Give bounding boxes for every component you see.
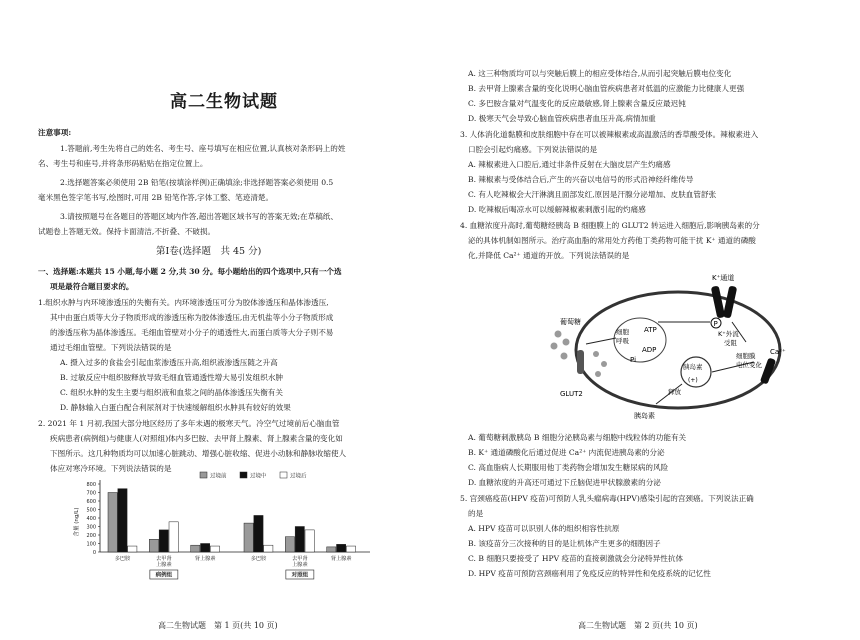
legend-label: 过境前 (210, 473, 227, 480)
option-b: B. 辣椒素与受体结合后,产生的兴奋以电信号的形式沿神经纤维传导 (468, 175, 694, 184)
exam-title: 高二生物试题 (170, 92, 278, 112)
y-tick-label: 800 (86, 482, 96, 488)
bar (159, 530, 168, 552)
respiration-label: 细胞 (616, 328, 629, 336)
page-footer: 高二生物试题 第 2 页(共 10 页) (578, 621, 698, 630)
option-d: D. 血糖浓度的升高还可通过下丘脑促进甲状腺激素的分泌 (468, 478, 661, 487)
option-d: D. 静脉输入白蛋白配合利尿剂对于快速缓解组织水肿具有较好的效果 (60, 403, 291, 412)
option-c: C. 有人吃辣椒会大汗淋漓且面部发红,原因是汗腺分泌增加、皮肤血管舒张 (468, 190, 717, 199)
category-label: 上腺素 (156, 562, 172, 568)
adp-label: ADP (642, 346, 657, 354)
instruction-line: 项是最符合题目要求的。 (50, 282, 134, 291)
glucose-label: 葡萄糖 (560, 318, 581, 326)
bar (264, 545, 273, 552)
option-a: A. 摄入过多的食盐会引起血浆渗透压升高,组织液渗透压随之升高 (60, 358, 278, 367)
release-label: 释放 (668, 388, 681, 396)
question-4-line: 化,并降低 Ca²⁺ 通道的开放。下列说法错误的是 (468, 251, 630, 260)
category-label: 肾上腺素 (194, 556, 216, 562)
y-tick-label: 0 (92, 550, 96, 556)
bar (128, 546, 137, 552)
bar (118, 489, 127, 552)
membrane-potential-label: 细胞膜 (736, 352, 756, 360)
legend-swatch (280, 472, 287, 478)
bar (327, 547, 336, 552)
option-a: A. 辣椒素进入口腔后,通过非条件反射在大脑皮层产生灼痛感 (468, 160, 671, 169)
instruction-line: 一、选择题:本题共 15 小题,每小题 2 分,共 30 分。每小题给出的四个选项中,只有一个选 (38, 267, 342, 276)
page-footer: 高二生物试题 第 1 页(共 10 页) (158, 621, 278, 630)
bar (201, 544, 210, 553)
plus-label: (+) (688, 377, 698, 384)
bar (108, 493, 117, 553)
y-tick-label: 600 (86, 499, 96, 505)
option-a: A. 葡萄糖刺激胰岛 B 细胞分泌胰岛素与细胞中线粒体的功能有关 (468, 433, 687, 442)
pi-label: Pi (630, 356, 637, 364)
question-1-line: 的渗透压称为晶体渗透压。毛细血管壁对小分子的通透性大,而蛋白质等大分子则不易 (50, 328, 334, 337)
atp-label: ATP (644, 326, 657, 334)
bar (244, 523, 253, 552)
category-label: 去甲肾 (292, 556, 308, 562)
category-label: 多巴胺 (250, 556, 267, 562)
question-5-line: 的是 (468, 509, 484, 518)
notice-line: 名、考生号和座号,并将条形码粘贴在指定位置上。 (38, 159, 208, 168)
option-c: C. B 细胞只要接受了 HPV 疫苗的直接刺激就会分泌特异性抗体 (468, 554, 684, 563)
y-tick-label: 500 (86, 507, 96, 514)
ca-label: Ca²⁺ (770, 348, 786, 356)
legend-swatch (200, 472, 207, 478)
option-d: D. HPV 疫苗可预防宫颈癌利用了免疫反应的特异性和免疫系统的记忆性 (468, 569, 711, 578)
y-tick-label: 700 (86, 490, 96, 497)
y-tick-label: 400 (86, 516, 96, 522)
notice-heading: 注意事项: (38, 128, 72, 137)
left-page (0, 0, 410, 640)
svg-text:受阻: 受阻 (724, 339, 737, 347)
bar (346, 546, 355, 552)
bar (191, 545, 200, 552)
glut2-label: GLUT2 (560, 390, 583, 398)
right-page (450, 0, 860, 640)
option-b: B. 该疫苗分三次接种的目的是让机体产生更多的细胞因子 (468, 539, 661, 548)
category-label: 肾上腺素 (330, 556, 352, 562)
bar (254, 515, 263, 552)
option-b: B. 过敏反应中组织胺释放导致毛细血管通透性增大易引发组织水肿 (60, 373, 284, 382)
glut2-transporter-icon (577, 350, 584, 374)
legend-label: 过境后 (290, 473, 307, 480)
hormone-bar-chart (70, 470, 390, 585)
bar (149, 539, 158, 552)
question-4-line: 4. 血糖浓度升高时,葡萄糖经胰岛 B 细胞膜上的 GLUT2 转运进入细胞后,影响胰岛素的分 (460, 221, 760, 230)
insulin-label: 胰岛素 (634, 412, 655, 420)
q2-option-a: A. 这三种物质均可以与突触后膜上的相应受体结合,从而引起突触后膜电位变化 (468, 69, 732, 78)
notice-line: 1.答题前,考生先将自己的姓名、考生号、座号填写在相应位置,认真核对条形码上的姓 (60, 144, 346, 153)
category-label: 上腺素 (292, 562, 308, 568)
insulin-vesicle-label: 胰岛素 (683, 363, 703, 371)
notice-line: 3.请按照题号在各题目的答题区域内作答,超出答题区域书写的答案无效;在草稿纸、 (60, 212, 338, 221)
y-tick-label: 300 (86, 524, 96, 531)
bar (285, 537, 294, 552)
question-2-line: 2. 2021 年 1 月初,我国大部分地区经历了多年未遇的极寒天气。冷空气过境前后心脑血管 (38, 419, 340, 428)
p-label: P (713, 320, 718, 328)
bar (337, 544, 346, 552)
legend-swatch (240, 472, 247, 478)
bar (295, 527, 304, 553)
notice-line: 试题卷上答题无效。保持卡面清洁,不折叠、不破损。 (38, 227, 216, 236)
bar (210, 546, 219, 552)
bar (305, 530, 314, 552)
notice-line: 毫米黑色签字笔书写,绘图时,可用 2B 铅笔作答,字体工整、笔迹清楚。 (38, 193, 274, 202)
group-label: 对照组 (291, 572, 309, 579)
question-4-line: 泌的具体机制如图所示。治疗高血脂的常用处方药他丁类药物可能干扰 K⁺ 通道的磷酸 (468, 236, 756, 245)
question-3-line: 口腔会引起灼痛感。下列说法错误的是 (468, 145, 598, 154)
k-blocked-label: K⁺外流 (718, 330, 739, 338)
legend-label: 过境中 (250, 473, 267, 480)
category-label: 多巴胺 (114, 556, 131, 562)
question-2-line: 疾病患者(病例组)与健康人(对照组)体内多巴胺、去甲肾上腺素、肾上腺素含量的变化如 (50, 434, 343, 443)
option-b: B. K⁺ 通道磷酸化后通过促进 Ca²⁺ 内流促进胰岛素的分泌 (468, 448, 665, 457)
k-channel-label: K⁺通道 (712, 274, 735, 282)
q2-option-d: D. 极寒天气会导致心脑血管疾病患者血压升高,病情加重 (468, 114, 656, 123)
svg-text:呼吸: 呼吸 (616, 337, 629, 345)
k-channel-icon (711, 286, 725, 319)
group-label: 病例组 (155, 572, 173, 579)
question-2-line: 下图所示。这几种物质均可以加速心脏跳动、增强心脏收缩、促进小动脉和静脉收缩使人 (50, 449, 347, 458)
question-2-line: 体应对寒冷环境。下列说法错误的是 (50, 464, 172, 473)
q2-option-b: B. 去甲肾上腺素含量的变化说明心脑血管疾病患者对低温的应激能力比健康人更强 (468, 84, 745, 93)
y-tick-label: 100 (86, 541, 96, 548)
question-3-line: 3. 人体消化道黏膜和皮肤细胞中存在可以被辣椒素或高温激活的香草酸受体。辣椒素进入 (460, 130, 759, 139)
question-1-line: 其中由蛋白质等大分子物质形成的渗透压称为胶体渗透压,由无机盐等小分子物质形成 (50, 313, 334, 322)
option-d: D. 吃辣椒后喝凉水可以缓解辣椒素刺激引起的灼痛感 (468, 205, 646, 214)
option-c: C. 高血脂病人长期服用他丁类药物会增加发生糖尿病的风险 (468, 463, 669, 472)
section-title: 第Ⅰ卷(选择题 共 45 分) (156, 246, 262, 257)
bar (169, 522, 178, 552)
y-axis-label: 含量 (ng/L) (74, 507, 80, 537)
question-1-line: 通过毛细血管壁。下列说法错误的是 (50, 343, 172, 352)
question-1-line: 1.组织水肿与内环境渗透压的失衡有关。内环境渗透压可分为胶体渗透压和晶体渗透压, (38, 298, 329, 307)
option-a: A. HPV 疫苗可以识别人体的组织相容性抗原 (468, 524, 620, 533)
insulin-secretion-diagram (540, 272, 820, 422)
question-5-line: 5. 宫颈癌疫苗(HPV 疫苗)可预防人乳头瘤病毒(HPV)感染引起的宫颈癌。下列说法正确 (460, 494, 754, 503)
y-tick-label: 200 (86, 533, 96, 539)
notice-line: 2.选择题答案必须使用 2B 铅笔(按填涂样例)正确填涂;非选择题答案必须使用 0.5 (60, 178, 334, 187)
q2-option-c: C. 多巴胺含量对气温变化的反应最敏感,肾上腺素含量反应最迟钝 (468, 99, 686, 108)
category-label: 去甲肾 (156, 556, 172, 562)
svg-text:电位变化: 电位变化 (736, 361, 762, 369)
option-c: C. 组织水肿的发生主要与组织液和血浆之间的晶体渗透压失衡有关 (60, 388, 283, 397)
